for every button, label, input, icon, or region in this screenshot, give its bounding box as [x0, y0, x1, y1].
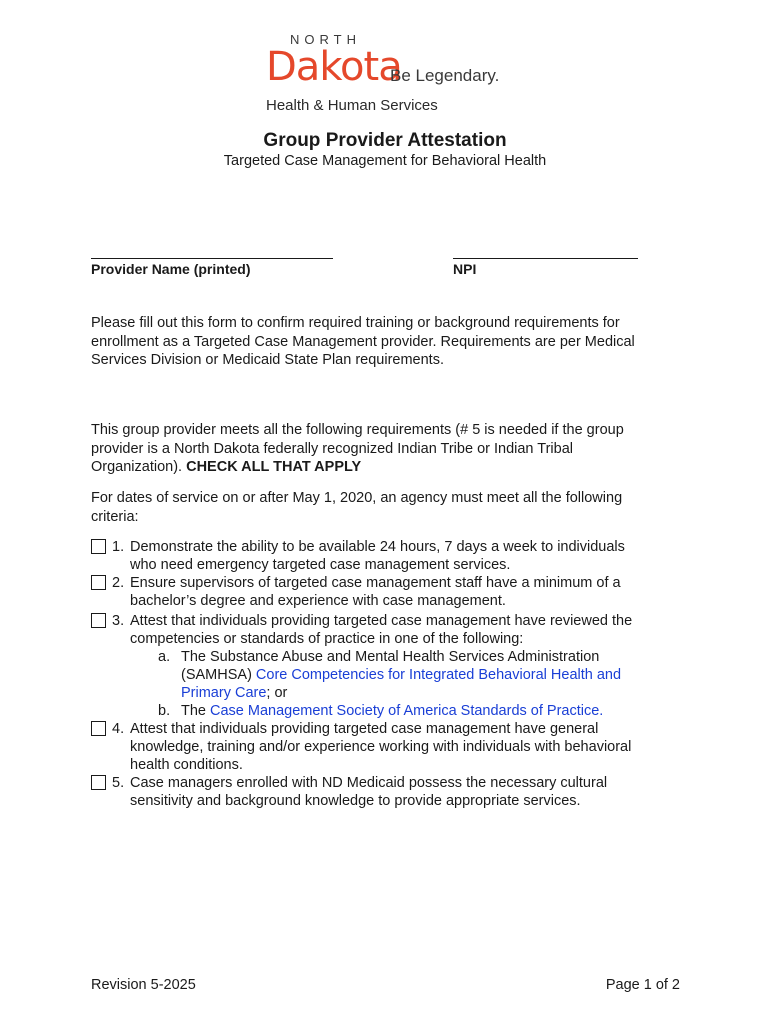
logo-department: Health & Human Services [266, 97, 438, 114]
samhsa-core-competencies-link[interactable]: Primary Care [181, 685, 267, 701]
item-line: Attest that individuals providing targeted case management have reviewed the [130, 613, 633, 629]
sub-item-line [181, 666, 681, 684]
sub-item-text: ; or [266, 685, 288, 701]
provider-name-field[interactable] [91, 258, 333, 259]
item-line: who need emergency targeted case management services. [130, 557, 511, 573]
item-line: sensitivity and background knowledge to provide appropriate services. [130, 793, 581, 809]
sub-item-line: The Substance Abuse and Mental Health Services Administration [181, 649, 600, 665]
item-text [130, 574, 690, 610]
sub-item-text: The [181, 703, 211, 719]
item-line: knowledge, training and/or experience working with individuals with behavioral [130, 739, 632, 755]
page-title: Group Provider Attestation [263, 130, 507, 151]
cmsa-standards-link[interactable]: Case Management Society of America Standards of Practice. [210, 703, 604, 719]
checkbox-item-2[interactable] [91, 575, 106, 590]
item-number: 2. [112, 575, 125, 591]
item-line: Ensure supervisors of targeted case management staff have a minimum of a [130, 575, 621, 591]
checkbox-item-1[interactable] [91, 539, 106, 554]
intro-line: Services Division or Medicaid State Plan requirements. [91, 352, 444, 368]
criteria-paragraph [91, 489, 691, 526]
intro-line: enrollment as a Targeted Case Management provider. Requirements are per Medical [91, 333, 635, 350]
npi-field[interactable] [453, 258, 638, 259]
sub-item-a [181, 648, 681, 702]
sub-item-a-letter: a. [158, 649, 171, 665]
item-number: 1. [112, 539, 125, 555]
criteria-line: criteria: [91, 508, 139, 525]
criteria-line: For dates of service on or after May 1, 2020, an agency must meet all the following [91, 490, 623, 506]
provider-name-label: Provider Name (printed) [91, 261, 251, 277]
item-text [130, 774, 690, 810]
checkbox-item-5[interactable] [91, 775, 106, 790]
item-number: 3. [112, 613, 125, 629]
sub-item-b [181, 702, 681, 720]
requirements-line: provider is a North Dakota federally recognized Indian Tribe or Indian Tribal [91, 440, 573, 457]
checkbox-item-4[interactable] [91, 721, 106, 736]
item-line: competencies or standards of practice in one of the following: [130, 631, 524, 647]
item-line: Demonstrate the ability to be available 24 hours, 7 days a week to individuals [130, 539, 625, 555]
intro-line: Please fill out this form to confirm required training or background requirements for [91, 315, 620, 331]
samhsa-core-competencies-link[interactable]: Core Competencies for Integrated Behavioral Health and [255, 667, 622, 683]
item-text [130, 538, 690, 574]
item-text [130, 612, 690, 648]
item-line: Attest that individuals providing targeted case management have general [130, 721, 599, 737]
requirements-paragraph [91, 421, 691, 477]
checkbox-item-3[interactable] [91, 613, 106, 628]
logo-dakota-text: Dakota [266, 44, 402, 90]
requirements-line [91, 458, 691, 477]
item-number: 4. [112, 721, 125, 737]
intro-paragraph [91, 314, 691, 370]
requirements-line: This group provider meets all the following requirements (# 5 is needed if the group [91, 422, 624, 438]
logo-north-text: NORTH [290, 32, 361, 47]
check-all-instruction: CHECK ALL THAT APPLY [186, 459, 362, 475]
sub-item-b-letter: b. [158, 703, 171, 719]
item-line: Case managers enrolled with ND Medicaid possess the necessary cultural [130, 775, 608, 791]
npi-label: NPI [453, 261, 477, 277]
item-line: health conditions. [130, 757, 243, 773]
item-number: 5. [112, 775, 125, 791]
item-line: bachelor’s degree and experience with case management. [130, 593, 506, 609]
requirements-text: Organization). [91, 459, 187, 475]
page-number: Page 1 of 2 [605, 977, 680, 993]
logo-tagline: Be Legendary. [390, 66, 500, 85]
revision-label: Revision 5-2025 [91, 977, 196, 993]
nd-hhs-logo [262, 30, 522, 120]
item-text [130, 720, 690, 774]
page-subtitle: Targeted Case Management for Behavioral Health [223, 153, 547, 169]
sub-item-line [181, 684, 681, 702]
sub-item-text: (SAMHSA) [181, 667, 256, 683]
